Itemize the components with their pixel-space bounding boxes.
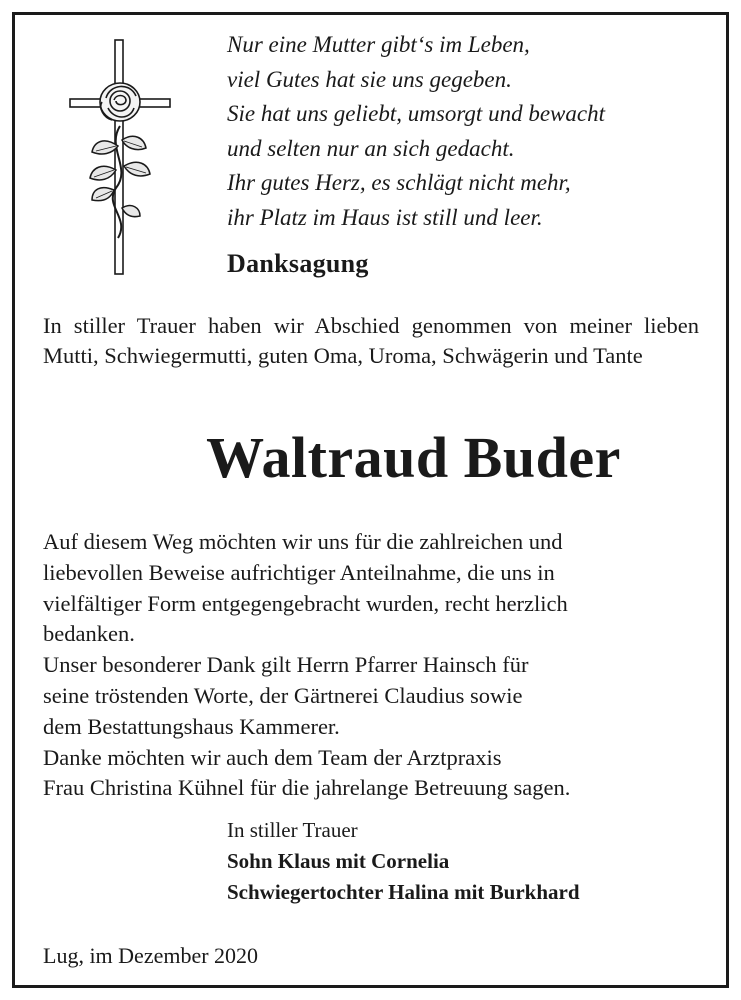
poem-line: ihr Platz im Haus ist still und leer.	[227, 204, 543, 230]
thanks-line: Danke möchten wir auch dem Team der Arztpraxis	[43, 744, 502, 770]
poem-line: Ihr gutes Herz, es schlägt nicht mehr,	[227, 170, 571, 196]
thanks-line: Unser besonderer Dank gilt Herrn Pfarrer Hainsch für	[43, 652, 529, 678]
heading-danksagung: Danksagung	[227, 249, 369, 278]
poem-line: und selten nur an sich gedacht.	[227, 135, 515, 161]
thanks-line: seine tröstenden Worte, der Gärtnerei Claudius sowie	[43, 682, 523, 708]
place-date: Lug, im Dezember 2020	[43, 943, 259, 968]
thanks-line: bedanken.	[43, 621, 135, 647]
thanks-line: Auf diesem Weg möchten wir uns für die zahlreichen und	[43, 529, 563, 554]
deceased-name: Waltraud Buder	[206, 425, 621, 490]
poem-line: viel Gutes hat sie uns gegeben.	[227, 66, 512, 92]
thanks-paragraph	[43, 527, 570, 804]
mourner-name: Schwiegertochter Halina mit Burkhard	[227, 880, 580, 904]
poem-line: Sie hat uns geliebt, umsorgt und bewacht	[227, 101, 605, 127]
intro-paragraph: In stiller Trauer haben wir Abschied genommen von meiner lieben Mutti, Schwiegermutti, guten Oma, Uroma, Schwägerin und Tante	[43, 313, 699, 368]
poem-line: Nur eine Mutter gibt‘s im Leben,	[227, 32, 530, 57]
thanks-line: Frau Christina Kühnel für die jahrelange Betreuung sagen.	[43, 775, 571, 801]
thanks-line: dem Bestattungshaus Kammerer.	[43, 713, 340, 739]
thanks-line: liebevollen Beweise aufrichtiger Anteilnahme, die uns in	[43, 559, 555, 585]
thanks-line: vielfältiger Form entgegengebracht wurden, recht herzlich	[43, 590, 568, 616]
mourner-name: Sohn Klaus mit Cornelia	[227, 849, 450, 873]
signature-block	[227, 815, 580, 908]
poem	[227, 28, 605, 236]
signature-intro: In stiller Trauer	[227, 818, 358, 842]
cross-with-rose-icon	[68, 38, 172, 276]
